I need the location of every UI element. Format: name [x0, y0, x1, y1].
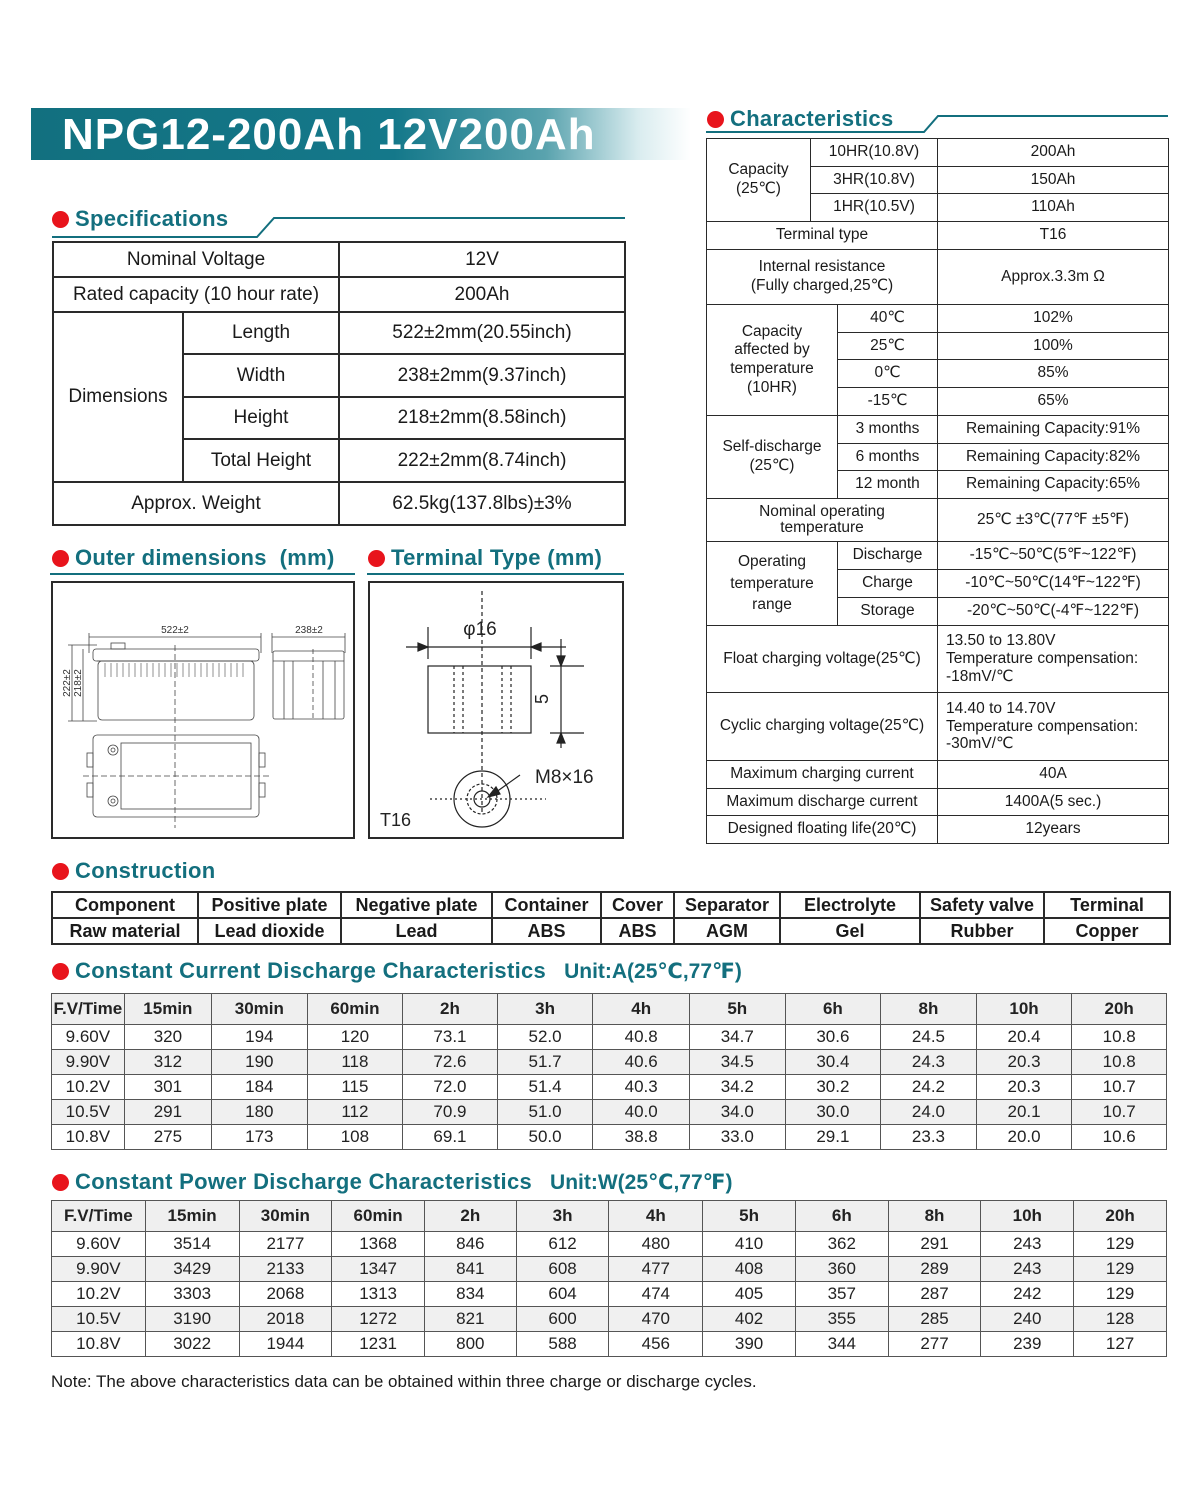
table-row — [53, 482, 625, 525]
char-value: Remaining Capacity:65% — [938, 471, 1169, 499]
char-sublabel: 10HR(10.8V) — [811, 139, 938, 167]
char-value: Approx.3.3m Ω — [938, 250, 1169, 305]
spec-sublabel: Height — [183, 397, 339, 439]
char-label: Designed floating life(20℃) — [707, 816, 938, 844]
outer-dimensions-drawing — [51, 581, 355, 839]
char-value: 40A — [938, 761, 1169, 789]
char-value: -10℃~50℃(14℉~122℉) — [938, 570, 1169, 598]
spec-sublabel: Total Height — [183, 439, 339, 482]
heading-underline — [367, 573, 624, 575]
char-value: 200Ah — [938, 139, 1169, 167]
table-row — [53, 242, 625, 277]
char-label: Self-discharge (25℃) — [707, 416, 838, 499]
spec-label: Approx. Weight — [53, 482, 339, 525]
spec-value: 12V — [339, 242, 625, 277]
table-header-row: F.V/Time 15min 30min 60min 2h 3h 4h 5h 6h 8h 10h 20h — [52, 1201, 1167, 1232]
char-sublabel: 0℃ — [838, 360, 938, 388]
char-value: -20℃~50℃(-4℉~122℉) — [938, 598, 1169, 626]
footnote: Note: The above characteristics data can be obtained within three charge or discharge cycles. — [51, 1372, 757, 1391]
table-row: 10.5V 3190 2018 1272 821 600 470 402 355 285 240 128 — [52, 1307, 1167, 1332]
power-discharge-heading: Constant Power Discharge Characteristics Unit:W(25℃,77℉) — [52, 1169, 732, 1195]
char-value: Remaining Capacity:91% — [938, 416, 1169, 444]
char-value: 100% — [938, 333, 1169, 360]
table-row — [707, 542, 1169, 570]
specifications-table — [52, 241, 626, 526]
bullet-icon — [52, 963, 69, 980]
char-value: 150Ah — [938, 167, 1169, 194]
char-value: 25℃ ±3℃(77℉ ±5℉) — [938, 499, 1169, 542]
char-value: 13.50 to 13.80V Temperature compensation: -18mV/℃ — [938, 626, 1169, 693]
spec-value: 222±2mm(8.74inch) — [339, 439, 625, 482]
char-label: Maximum discharge current — [707, 789, 938, 816]
char-value: 102% — [938, 305, 1169, 333]
char-sublabel: 12 month — [838, 471, 938, 499]
terminal-type-label: T16 — [380, 810, 412, 830]
char-value: 14.40 to 14.70V Temperature compensation: -30mV/℃ — [938, 693, 1169, 761]
char-sublabel: 40℃ — [838, 305, 938, 333]
char-sublabel: Discharge — [838, 542, 938, 570]
char-value: -15℃~50℃(5℉~122℉) — [938, 542, 1169, 570]
outer-dimensions-heading: Outer dimensions (mm) — [52, 545, 335, 571]
char-label: Float charging voltage(25℃) — [707, 626, 938, 693]
table-row: 9.90V 3429 2133 1347 841 608 477 408 360 289 243 129 — [52, 1257, 1167, 1282]
spec-value: 200Ah — [339, 277, 625, 312]
terminal-type-heading: Terminal Type (mm) — [368, 545, 602, 571]
spec-label: Nominal Voltage — [53, 242, 339, 277]
char-value: T16 — [938, 222, 1169, 250]
power-discharge-table — [51, 1200, 1167, 1357]
spec-value: 62.5kg(137.8lbs)±3% — [339, 482, 625, 525]
current-discharge-heading: Constant Current Discharge Characteristics Unit:A(25℃,77℉) — [52, 958, 742, 984]
char-sublabel: 3HR(10.8V) — [811, 167, 938, 194]
table-row — [707, 416, 1169, 444]
table-row: 9.60V 3514 2177 1368 846 612 480 410 362 291 243 129 — [52, 1232, 1167, 1257]
table-row — [707, 250, 1169, 305]
spec-label: Dimensions — [53, 312, 183, 482]
table-row — [707, 139, 1169, 167]
char-label: Internal resistance (Fully charged,25℃) — [707, 250, 938, 305]
construction-header-row: Component Positive plate Negative plate Container Cover Separator Electrolyte Safety valve Terminal — [52, 892, 1170, 918]
char-value: 1400A(5 sec.) — [938, 789, 1169, 816]
char-label: Operating temperature range — [707, 542, 838, 626]
table-row — [707, 816, 1169, 844]
construction-table — [51, 891, 1171, 945]
char-value: 110Ah — [938, 194, 1169, 222]
table-row — [53, 277, 625, 312]
heading-underline — [706, 113, 1170, 135]
width-dimension-label: 238±2 — [295, 625, 323, 636]
table-row — [707, 626, 1169, 693]
char-sublabel: Charge — [838, 570, 938, 598]
bullet-icon — [52, 863, 69, 880]
table-row — [707, 789, 1169, 816]
terminal-diagram — [370, 583, 622, 837]
table-row: 10.5V 291 180 112 70.9 51.0 40.0 34.0 30.0 24.0 20.1 10.7 — [52, 1100, 1167, 1125]
char-label: Nominal operating temperature — [707, 499, 938, 542]
page-title: NPG12-200Ah 12V200Ah — [62, 110, 596, 159]
char-label: Capacity affected by temperature (10HR) — [707, 305, 838, 416]
specifications-heading: Specifications — [52, 206, 228, 232]
table-row: 9.90V 312 190 118 72.6 51.7 40.6 34.5 30.4 24.3 20.3 10.8 — [52, 1050, 1167, 1075]
characteristics-table — [706, 138, 1169, 844]
char-sublabel: 1HR(10.5V) — [811, 194, 938, 222]
table-row: 10.8V 275 173 108 69.1 50.0 38.8 33.0 29.1 23.3 20.0 10.6 — [52, 1125, 1167, 1150]
table-row — [707, 222, 1169, 250]
battery-outline-diagram — [53, 583, 353, 837]
heading-underline — [52, 215, 627, 239]
char-sublabel: 25℃ — [838, 333, 938, 360]
construction-material-row: Raw material Lead dioxide Lead ABS ABS AGM Gel Rubber Copper — [52, 918, 1170, 944]
char-sublabel: 3 months — [838, 416, 938, 444]
heading-underline — [50, 573, 355, 575]
table-row: 10.2V 301 184 115 72.0 51.4 40.3 34.2 30.2 24.2 20.3 10.7 — [52, 1075, 1167, 1100]
spec-label: Rated capacity (10 hour rate) — [53, 277, 339, 312]
height-dimension-label: 218±2 — [73, 669, 84, 697]
char-value: 65% — [938, 388, 1169, 416]
total-height-dimension-label: 222±2 — [62, 669, 73, 697]
char-value: Remaining Capacity:82% — [938, 444, 1169, 471]
spec-value: 218±2mm(8.58inch) — [339, 397, 625, 439]
capacity-label: Capacity (25℃) — [707, 139, 811, 222]
bullet-icon — [368, 550, 385, 567]
char-sublabel: 6 months — [838, 444, 938, 471]
char-label: Cyclic charging voltage(25℃) — [707, 693, 938, 761]
characteristics-heading: Characteristics — [707, 106, 893, 132]
table-row — [707, 305, 1169, 333]
table-row — [707, 761, 1169, 789]
char-value: 12years — [938, 816, 1169, 844]
current-discharge-table — [51, 993, 1167, 1150]
terminal-height-label: 5 — [532, 693, 552, 705]
spec-sublabel: Length — [183, 312, 339, 354]
spec-value: 238±2mm(9.37inch) — [339, 354, 625, 397]
spec-value: 522±2mm(20.55inch) — [339, 312, 625, 354]
bullet-icon — [52, 550, 69, 567]
table-row — [707, 693, 1169, 761]
table-row: 10.2V 3303 2068 1313 834 604 474 405 357 287 242 129 — [52, 1282, 1167, 1307]
char-sublabel: Storage — [838, 598, 938, 626]
table-header-row: F.V/Time 15min 30min 60min 2h 3h 4h 5h 6h 8h 10h 20h — [52, 994, 1167, 1025]
terminal-type-drawing — [368, 581, 624, 839]
length-dimension-label: 522±2 — [161, 625, 189, 636]
spec-sublabel: Width — [183, 354, 339, 397]
diameter-label: φ16 — [463, 619, 497, 640]
table-row — [53, 312, 625, 354]
table-row: 10.8V 3022 1944 1231 800 588 456 390 344 277 239 127 — [52, 1332, 1167, 1357]
char-sublabel: -15℃ — [838, 388, 938, 416]
table-row: 9.60V 320 194 120 73.1 52.0 40.8 34.7 30.6 24.5 20.4 10.8 — [52, 1025, 1167, 1050]
char-label: Maximum charging current — [707, 761, 938, 789]
bolt-size-label: M8×16 — [535, 767, 594, 788]
construction-heading: Construction — [52, 858, 215, 884]
table-row — [707, 499, 1169, 542]
char-label: Terminal type — [707, 222, 938, 250]
bullet-icon — [52, 1174, 69, 1191]
char-value: 85% — [938, 360, 1169, 388]
